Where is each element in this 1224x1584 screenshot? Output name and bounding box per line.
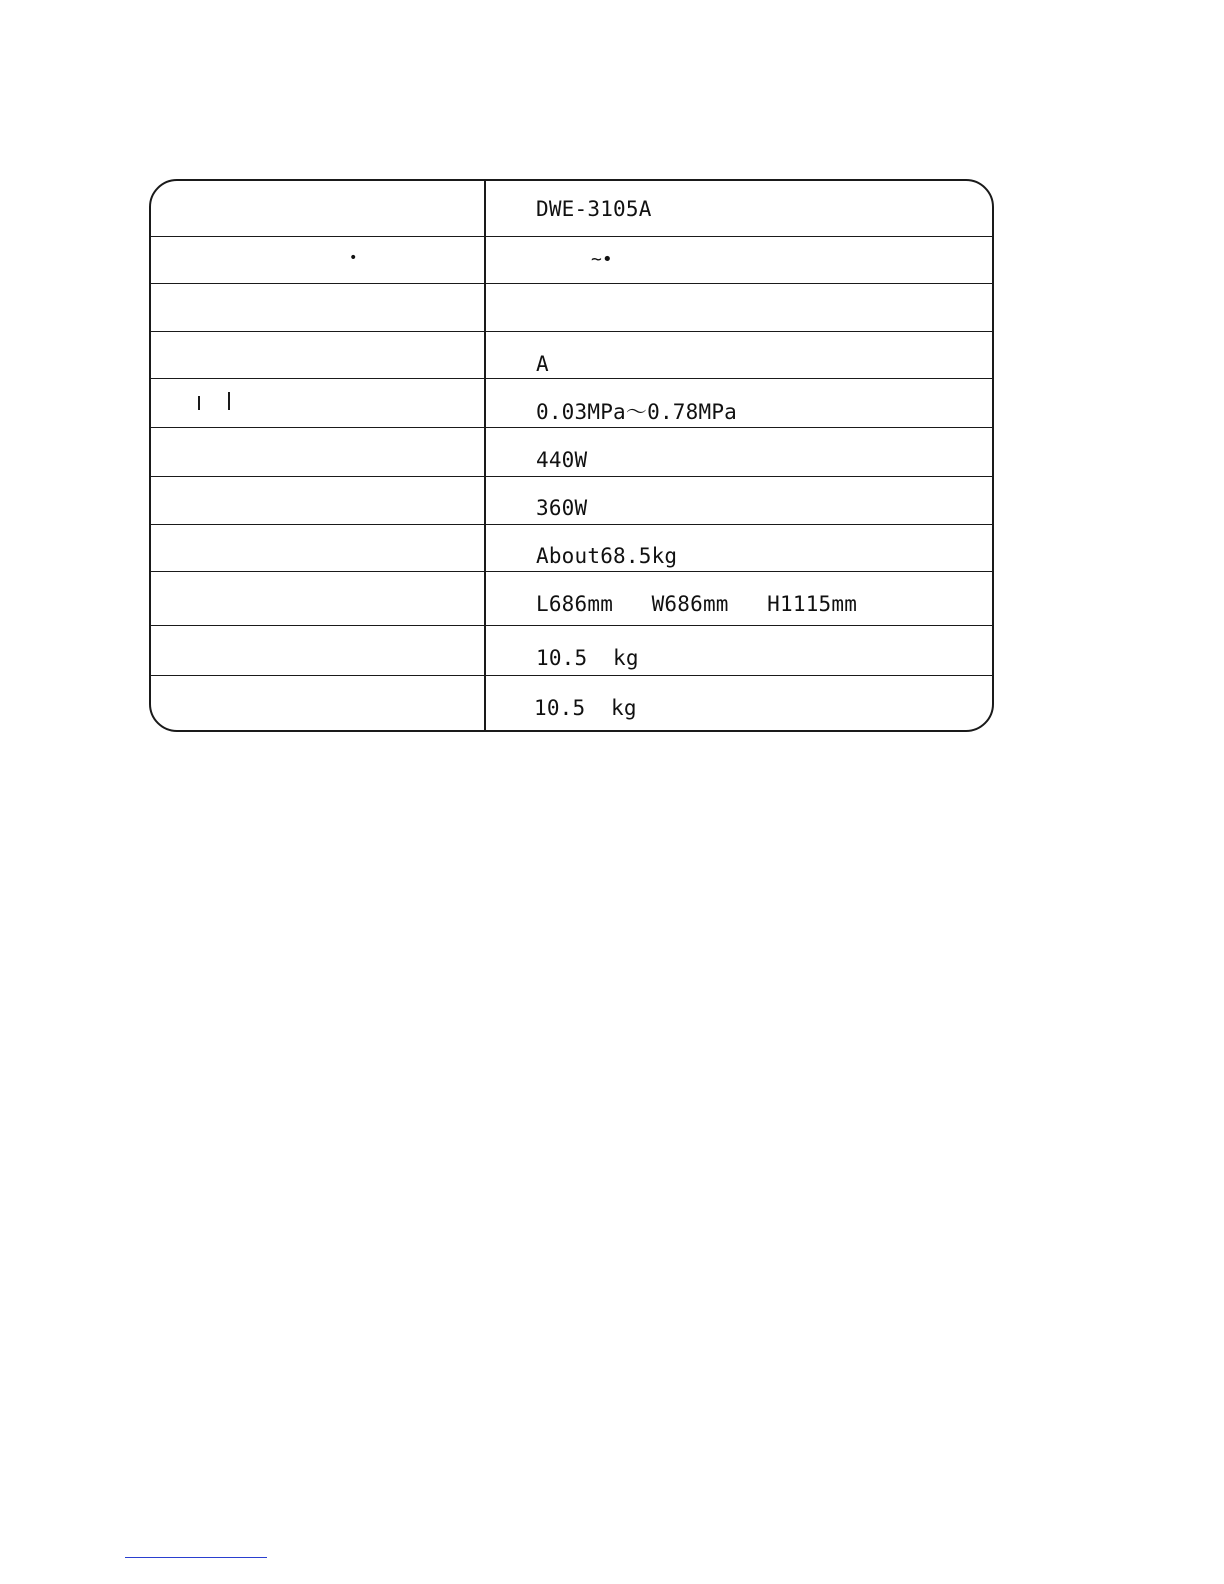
table-row	[151, 428, 992, 477]
label-stroke-mark	[228, 392, 230, 410]
spec-value: 10.5 kg	[536, 646, 639, 670]
table-row	[151, 379, 992, 428]
spec-value: DWE-3105A	[536, 197, 652, 221]
spec-value: 360W	[536, 496, 588, 520]
spec-value-cell	[536, 181, 982, 236]
spec-value-cell	[536, 525, 982, 571]
spec-value: 440W	[536, 448, 588, 472]
spec-value-cell	[536, 284, 982, 331]
spec-label-cell	[151, 332, 484, 378]
spec-label-cell	[151, 676, 484, 732]
footer-link-underline[interactable]	[125, 1557, 267, 1558]
table-row	[151, 572, 992, 626]
specification-table	[149, 179, 994, 732]
label-stroke-mark	[198, 396, 200, 410]
table-row	[151, 477, 992, 525]
spec-value-cell	[536, 572, 982, 625]
table-row	[151, 676, 992, 732]
spec-label-cell	[151, 237, 484, 283]
table-row	[151, 626, 992, 676]
spec-label-cell	[151, 525, 484, 571]
spec-label-cell	[151, 379, 484, 427]
spec-value: L686mm W686mm H1115mm	[536, 592, 858, 616]
spec-label-cell	[151, 181, 484, 236]
table-row	[151, 284, 992, 332]
spec-value: A	[536, 352, 549, 376]
spec-value: 0.03MPa～0.78MPa	[536, 400, 738, 424]
spec-label-cell	[151, 626, 484, 675]
table-row	[151, 237, 992, 284]
spec-label-cell	[151, 428, 484, 476]
spec-label-cell	[151, 477, 484, 524]
spec-value: About68.5kg	[536, 544, 678, 568]
spec-value: 10.5 kg	[534, 696, 637, 720]
spec-value-cell	[536, 379, 982, 427]
spec-label-cell	[151, 572, 484, 625]
spec-value-cell	[536, 676, 982, 732]
spec-value-cell	[536, 428, 982, 476]
table-row	[151, 181, 992, 237]
table-row	[151, 525, 992, 572]
spec-value-cell	[536, 626, 982, 675]
spec-value-cell	[536, 237, 982, 283]
table-row	[151, 332, 992, 379]
spec-value: ~•	[591, 249, 613, 270]
spec-label-cell	[151, 284, 484, 331]
spec-value-cell	[536, 332, 982, 378]
spec-label-mark: •	[349, 250, 358, 266]
spec-value-cell	[536, 477, 982, 524]
